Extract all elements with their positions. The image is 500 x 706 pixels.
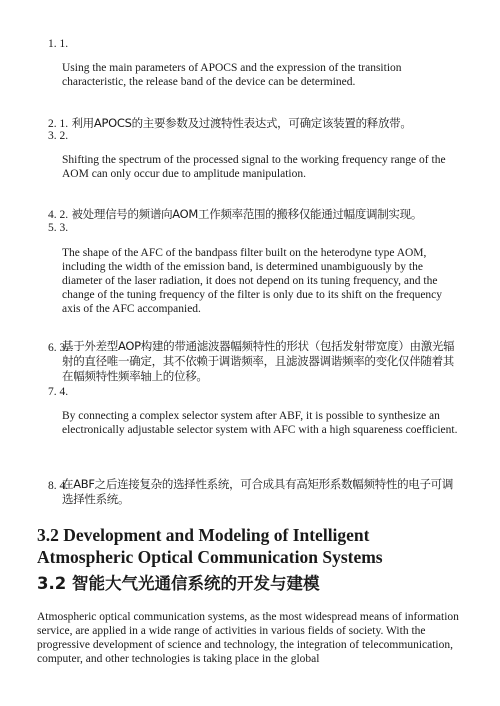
list-item-8-text: 在ABF之后连接复杂的选择性系统，可合成具有高矩形系数幅频特性的电子可调选择性系统。 — [62, 477, 454, 506]
section-heading-english: 3.2 Development and Modeling of Intelligent Atmospheric Optical Communication Systems — [37, 525, 383, 567]
section-heading-chinese: 3.2 智能大气光通信系统的开发与建模 — [37, 574, 320, 593]
list-item-5-text: The shape of the AFC of the bandpass filter built on the heterodyne type AOM, including the width of the emission band, is determined unambiguously by the diameter of the laser radiation, it does not depend on its tuning frequency, and the change of the tuning frequency of the filter is only due to its shift on the frequency axis of the AFC accompanied. — [62, 247, 443, 315]
list-item-4 — [48, 207, 458, 223]
list-item-6-text: 基于外差型AOP构建的带通滤波器幅频特性的形状（包括发射带宽度）由激光辐射的直径唯一确定，其不依赖于调谐频率，且滤波器调谐频率的变化仅伴随着其在幅频特性频率轴上的位移。 — [62, 339, 455, 383]
list-marker-8: 8. 4. — [48, 480, 69, 492]
list-item-7-text: By connecting a complex selector system after ABF, it is possible to synthesize an electronically adjustable selector system with AFC with a high squareness coefficient. — [62, 410, 458, 436]
list-marker-5: 5. 3. — [48, 222, 69, 234]
body-paragraph: Atmospheric optical communication systems, as the most widespread means of information service, are applied in a wide range of activities in various fields of society. With the progressive development of science and technology, the integration of telecommunication, computer, and other technologies is taking place in the global — [37, 611, 459, 665]
list-marker-3: 3. 2. — [48, 130, 69, 142]
list-marker-1: 1. 1. — [48, 38, 69, 50]
list-marker-6: 6. 3. — [48, 342, 69, 354]
list-item-4-text: 被处理信号的频谱向AOM工作频率范围的搬移仅能通过幅度调制实现。 — [71, 207, 423, 221]
list-item-2-text: 利用APOCS的主要参数及过渡特性表达式，可确定该装置的释放带。 — [71, 116, 412, 130]
list-marker-7: 7. 4. — [48, 386, 69, 398]
list-item-2 — [48, 116, 458, 132]
list-item-1-text: Using the main parameters of APOCS and the expression of the transition characteristic, the release band of the device can be determined. — [62, 62, 402, 88]
list-marker-2: 2. 1. — [48, 118, 69, 130]
list-marker-4: 4. 2. — [48, 209, 69, 221]
list-item-3-text: Shifting the spectrum of the processed signal to the working frequency range of the AOM can only occur due to amplitude manipulation. — [62, 154, 446, 180]
